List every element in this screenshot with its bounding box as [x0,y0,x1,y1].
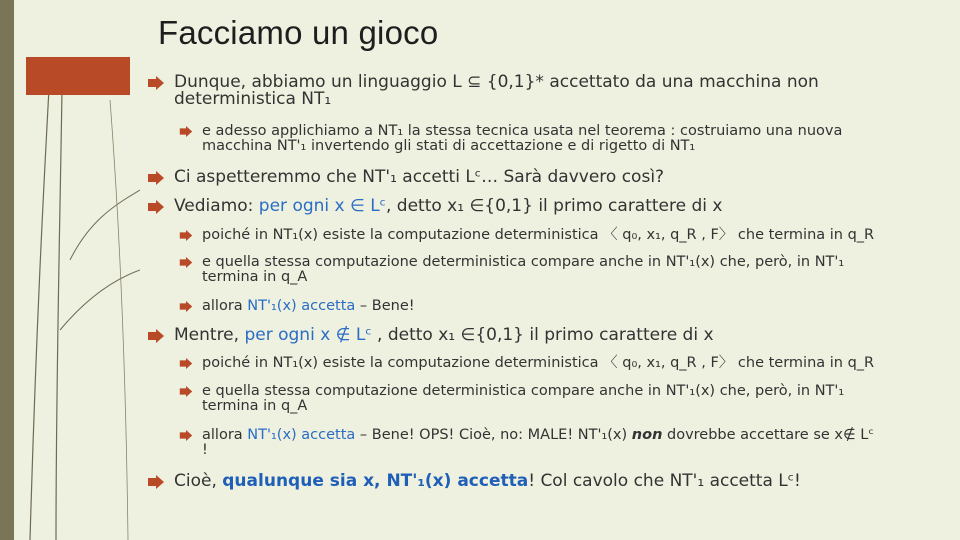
text-run: Dunque, abbiamo un linguaggio L ⊆ {0,1}* accettato da una macchina non deterministica NT₁ [174,72,819,109]
text-run: Ci aspetteremmo che NT'₁ accetti Lᶜ… Sarà davvero così? [174,167,665,187]
bullet-text [202,356,874,371]
arrow-bullet-icon [147,171,165,185]
text-run: e quella stessa computazione deterministica compare anche in NT'₁(x) che, però, in NT'₁ termina in q_A [202,383,845,414]
text-run: poiché in NT₁(x) esiste la computazione deterministica 〈 q₀, x₁, q_R , F〉 che termina in q_R [202,355,875,371]
text-run: allora [202,427,248,443]
bullet-item [147,473,847,490]
bullet-text [202,228,874,243]
text-run: allora [202,298,248,314]
sub-bullet-item [179,299,879,314]
bullet-text [202,299,415,314]
bullet-item [147,74,847,108]
bullet-text [202,428,879,457]
arrow-bullet-icon [147,475,165,489]
text-run: poiché in NT₁(x) esiste la computazione deterministica 〈 q₀, x₁, q_R , F〉 che termina in q_R [202,227,875,243]
highlighted-text: per ogni x ∈ Lᶜ [258,196,386,216]
arrow-bullet-icon [179,430,193,441]
title-accent-tab [26,57,130,95]
bullet-text [174,198,722,215]
text-run: – Bene! OPS! Cioè, no: MALE! NT'₁(x) [355,427,632,443]
text-run: , detto x₁ ∈{0,1} il primo carattere di x [371,325,714,345]
arrow-bullet-icon [147,76,165,90]
arrow-bullet-icon [179,386,193,397]
arrow-bullet-icon [179,126,193,137]
arrow-bullet-icon [179,230,193,241]
bullet-text [174,327,714,344]
bullet-item [147,169,847,186]
sub-bullet-item [179,356,879,371]
bullet-text [174,74,847,108]
text-run: e adesso applichiamo a NT₁ la stessa tecnica usata nel teorema : costruiamo una nuova macchina NT'₁ invertendo gli stati di accettazione e di rigetto di NT₁ [202,123,843,154]
text-run: Vediamo: [174,196,259,216]
sub-bullet-item [179,255,879,284]
sub-bullet-item [179,124,879,153]
arrow-bullet-icon [179,301,193,312]
bullet-text [174,169,664,186]
text-run: Mentre, [174,325,245,345]
arrow-bullet-icon [147,329,165,343]
highlighted-text: qualunque sia x, NT'₁(x) accetta [222,471,529,491]
bullet-text [202,124,879,153]
highlighted-text: NT'₁(x) accetta [247,427,356,443]
highlighted-text: per ogni x ∉ Lᶜ [244,325,372,345]
highlighted-text: non [631,427,663,443]
sub-bullet-item [179,384,879,413]
text-run: dovrebbe accettare se x∉ Lᶜ ! [202,427,874,458]
bullet-text [174,473,801,490]
text-run: – Bene! [355,298,415,314]
sub-bullet-item [179,228,879,243]
text-run: e quella stessa computazione deterministica compare anche in NT'₁(x) che, però, in NT'₁ termina in q_A [202,254,845,285]
bullet-text [202,255,879,284]
text-run: , detto x₁ ∈{0,1} il primo carattere di x [385,196,723,216]
arrow-bullet-icon [179,257,193,268]
text-run: Cioè, [174,471,223,491]
slide-title: Facciamo un gioco [158,14,439,51]
bullet-text [202,384,879,413]
text-run: ! Col cavolo che NT'₁ accetta Lᶜ! [528,471,801,491]
bullet-item [147,327,847,344]
arrow-bullet-icon [147,200,165,214]
sub-bullet-item [179,428,879,457]
bullet-item [147,198,847,215]
arrow-bullet-icon [179,358,193,369]
highlighted-text: NT'₁(x) accetta [247,298,356,314]
